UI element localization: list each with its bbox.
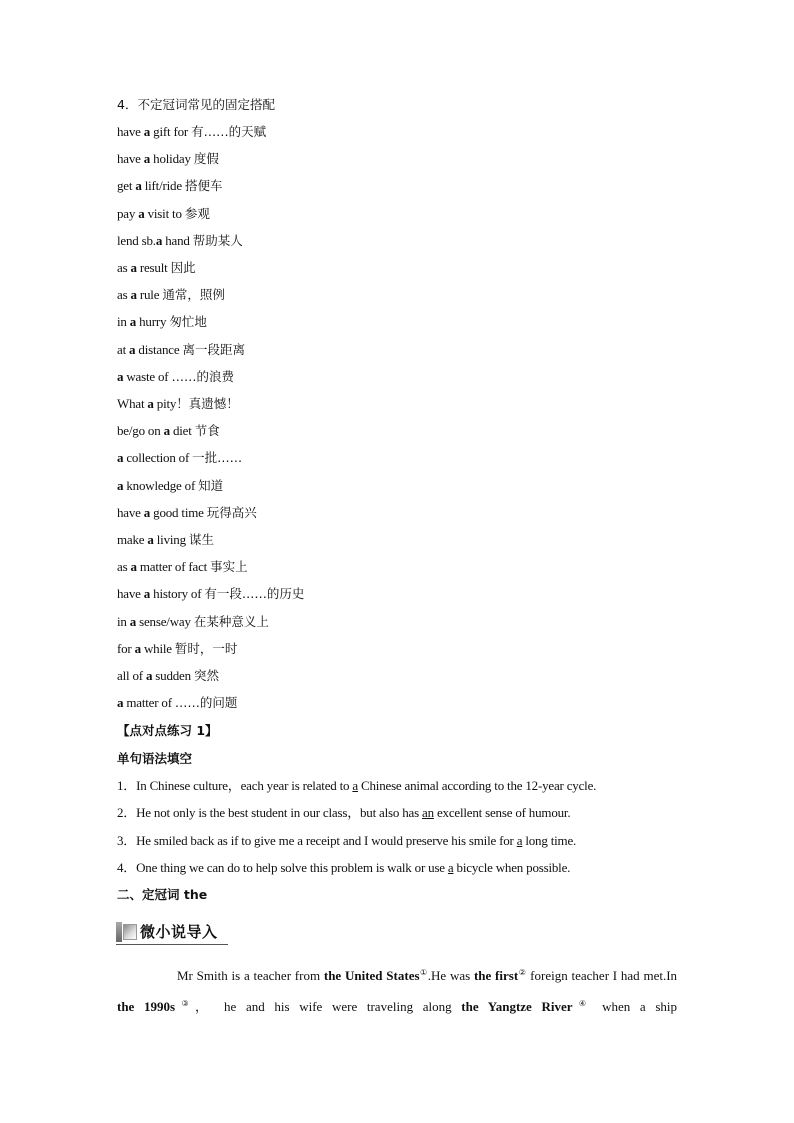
story-text: ， he and his wife were traveling along (195, 999, 462, 1014)
phrase-meaning: 在某种意义上 (193, 613, 269, 629)
phrase-suffix: visit to (144, 205, 185, 221)
phrase-article: a (134, 640, 141, 656)
story-text: foreign teacher I had met.In (526, 968, 678, 983)
story-highlight: the first (473, 968, 519, 983)
phrase-meaning: 事实上 (210, 559, 248, 575)
exercise-text: Chinese animal according to the 12-year cycle. (357, 778, 597, 793)
phrase-prefix: get (117, 178, 136, 194)
badge-bar-decoration (116, 922, 122, 942)
phrase-suffix: gift for (150, 124, 192, 139)
exercise-text: 3．He smiled back as if to give me a receipt and I would preserve his smile for (117, 833, 517, 848)
phrase-article: a (117, 695, 124, 711)
phrase-suffix: history of (150, 586, 205, 602)
phrase-suffix: pity (153, 396, 177, 411)
phrase-meaning: 因此 (170, 260, 196, 275)
flag-icon (123, 924, 137, 940)
practice-title: 【点对点练习 1】 (117, 723, 218, 738)
phrase-suffix: result (136, 260, 171, 275)
phrase-suffix: while (140, 640, 175, 656)
phrase-suffix: living (153, 532, 189, 547)
section-2-title: 二、定冠词 the (117, 887, 208, 902)
phrase-item (117, 505, 257, 521)
phrase-meaning: 知道 (198, 477, 224, 493)
phrase-article: a (117, 450, 124, 466)
phrase-article: a (130, 260, 137, 275)
phrase-article: a (163, 423, 170, 439)
phrase-article: a (143, 124, 151, 139)
exercise-answer: a (516, 833, 523, 848)
phrase-prefix: at (117, 341, 130, 357)
story-text: when a ship (592, 999, 678, 1014)
phrase-article: a (155, 232, 163, 248)
phrase-suffix: holiday (150, 151, 194, 167)
phrase-meaning: ……的问题 (174, 695, 238, 711)
phrase-prefix: have (117, 151, 144, 167)
exercise-item (117, 833, 576, 849)
exercise-item (117, 805, 570, 821)
exercise-item (117, 778, 596, 794)
phrase-article: a (129, 341, 136, 357)
phrase-prefix: have (117, 504, 144, 520)
story-highlight: the United States (323, 968, 420, 983)
phrase-item (117, 450, 242, 466)
phrase-item (117, 178, 222, 194)
section-4-title: 4．不定冠词常见的固定搭配 (117, 97, 275, 112)
phrase-item (117, 478, 223, 494)
phrase-meaning: 玩得高兴 (206, 504, 257, 520)
phrase-item (117, 260, 196, 276)
phrase-article: a (147, 396, 154, 411)
phrase-suffix: collection of (123, 450, 193, 466)
phrase-article: a (143, 151, 151, 167)
phrase-prefix: as (117, 559, 131, 575)
exercise-answer: a (447, 860, 454, 875)
phrase-meaning: 帮助某人 (192, 232, 243, 248)
phrase-suffix: distance (135, 341, 183, 357)
phrase-item (117, 559, 248, 575)
phrase-prefix: in (117, 613, 130, 629)
phrase-article: a (143, 504, 151, 520)
story-highlight: the 1990s (117, 999, 176, 1014)
phrase-article: a (117, 477, 124, 493)
phrase-prefix: be/go on (117, 423, 164, 439)
story-highlight: the Yangtze River (461, 999, 573, 1014)
phrase-meaning: ！真遗憾！ (176, 396, 239, 411)
phrase-item (117, 369, 234, 385)
exercise-text: 4．One thing we can do to help solve this problem is walk or use (117, 860, 448, 875)
phrase-prefix: in (117, 314, 130, 330)
phrase-item (117, 586, 304, 602)
exercise-text: 2．He not only is the best student in our class，but also has (117, 805, 423, 820)
phrase-prefix: as (117, 287, 131, 303)
phrase-suffix: matter of fact (136, 559, 211, 575)
phrase-suffix: knowledge of (123, 477, 199, 493)
phrase-meaning: 节食 (194, 423, 220, 439)
phrase-item (117, 423, 220, 439)
phrase-article: a (145, 668, 153, 683)
phrase-article: a (130, 559, 137, 575)
phrase-article: a (117, 368, 124, 384)
phrase-suffix: diet (169, 423, 195, 439)
exercise-item (117, 860, 570, 876)
phrase-item (117, 124, 266, 140)
story-paragraph (117, 959, 677, 1021)
phrase-suffix: rule (136, 287, 163, 303)
phrase-suffix: hand (162, 232, 193, 248)
phrase-suffix: waste of (123, 368, 172, 384)
phrase-article: a (147, 532, 154, 547)
phrase-meaning: 通常，照例 (162, 287, 225, 303)
footnote-marker: ② (518, 968, 527, 977)
phrase-item (117, 532, 214, 548)
phrase-prefix: have (117, 124, 144, 139)
phrase-item (117, 342, 245, 358)
phrase-article: a (143, 586, 151, 602)
phrase-item (117, 396, 239, 412)
phrase-meaning: 离一段距离 (182, 341, 245, 357)
phrase-item (117, 641, 237, 657)
exercise-answer: an (422, 805, 434, 820)
phrase-prefix: make (117, 532, 148, 547)
phrase-meaning: ……的浪费 (171, 368, 235, 384)
phrase-article: a (129, 613, 137, 629)
phrase-item (117, 695, 237, 711)
phrase-meaning: 匆忙地 (169, 314, 207, 330)
phrase-prefix: lend sb. (117, 232, 156, 248)
phrase-article: a (135, 178, 142, 194)
exercise-text: bicycle when possible. (453, 860, 571, 875)
phrase-prefix: all of (117, 668, 146, 683)
phrase-article: a (138, 205, 145, 221)
phrase-meaning: 度假 (193, 151, 219, 167)
phrase-item (117, 287, 225, 303)
phrase-item (117, 314, 207, 330)
phrase-meaning: 搭便车 (184, 178, 223, 194)
micro-story-badge (116, 920, 228, 945)
phrase-suffix: good time (150, 504, 207, 520)
story-text: .He was (427, 968, 474, 983)
phrase-meaning: 有一段……的历史 (204, 586, 305, 602)
story-text: Mr Smith is a teacher from (177, 968, 324, 983)
exercise-text: long time. (522, 833, 577, 848)
footnote-marker: ① (419, 968, 428, 977)
phrase-suffix: sudden (152, 668, 194, 683)
phrase-meaning: 有……的天赋 (191, 124, 267, 139)
phrase-suffix: sense/way (136, 613, 194, 629)
phrase-suffix: matter of (123, 695, 175, 711)
practice-subtitle: 单句语法填空 (117, 751, 193, 766)
exercise-text: excellent sense of humour. (433, 805, 571, 820)
phrase-prefix: pay (117, 205, 139, 221)
phrase-meaning: 谋生 (188, 532, 214, 547)
phrase-item (117, 151, 219, 167)
phrase-item (117, 668, 219, 684)
phrase-prefix: as (117, 260, 131, 275)
phrase-meaning: 突然 (193, 668, 219, 683)
phrase-meaning: 一批…… (192, 450, 243, 466)
exercise-answer: a (352, 778, 358, 793)
phrase-article: a (129, 314, 137, 330)
phrase-prefix: for (117, 640, 135, 656)
badge-label: 微小说导入 (140, 923, 218, 941)
phrase-suffix: lift/ride (141, 178, 185, 194)
phrase-meaning: 暂时，一时 (174, 640, 238, 656)
phrase-item (117, 206, 210, 222)
phrase-suffix: hurry (136, 314, 170, 330)
phrase-item (117, 614, 269, 630)
phrase-item (117, 233, 243, 249)
phrase-article: a (130, 287, 137, 303)
phrase-meaning: 参观 (184, 205, 210, 221)
footnote-marker: ④ (572, 999, 593, 1008)
exercise-text: 1．In Chinese culture，each year is related to (117, 778, 353, 793)
phrase-prefix: What (117, 396, 148, 411)
footnote-marker: ③ (175, 999, 196, 1008)
phrase-prefix: have (117, 586, 144, 602)
